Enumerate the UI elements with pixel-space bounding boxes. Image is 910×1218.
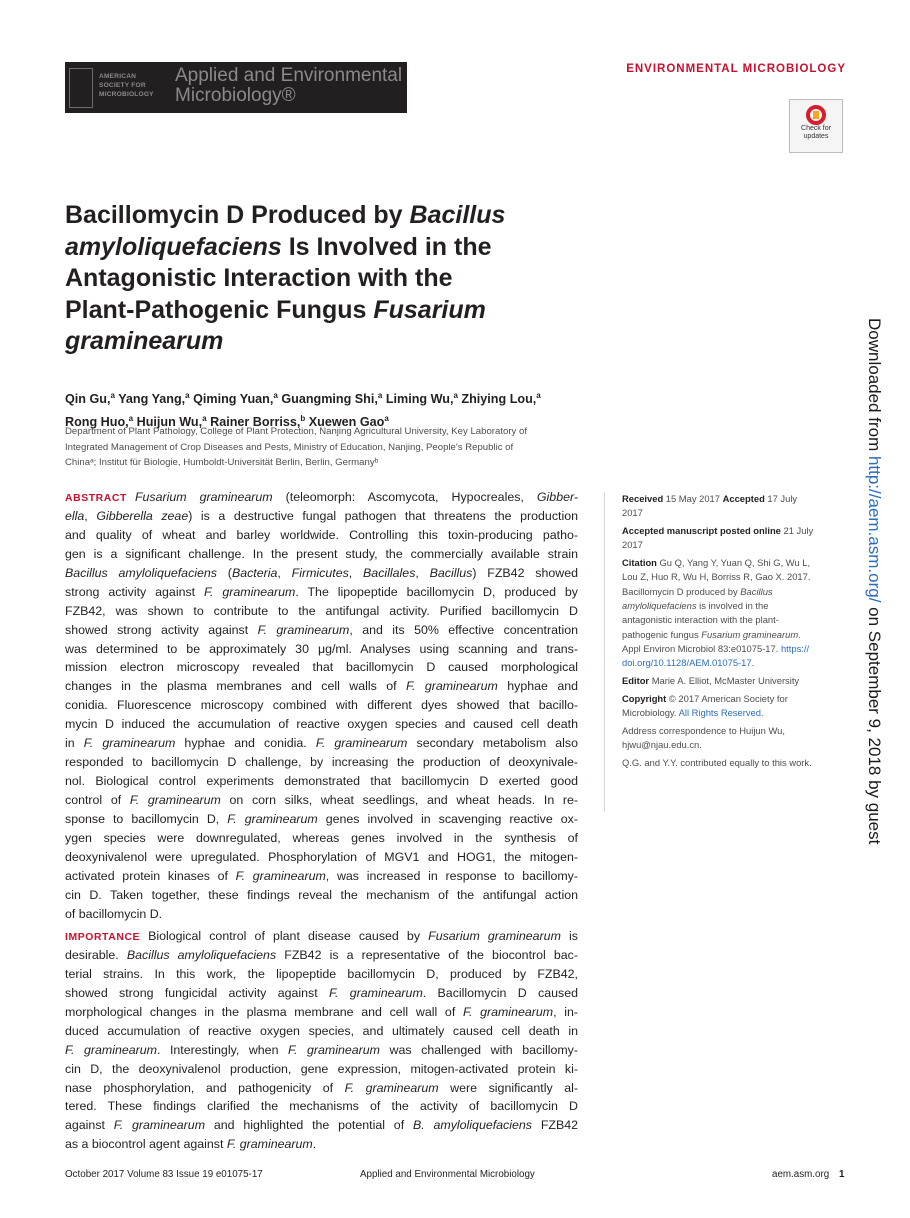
- footer-url[interactable]: aem.asm.org: [772, 1169, 830, 1180]
- check-for-updates-badge[interactable]: Check for updates: [789, 99, 843, 153]
- text-line: desirable. Bacillus amyloliquefaciens FZB42 is a representative of the biocontrol bac-: [65, 947, 578, 962]
- text-line: F. graminearum. Interestingly, when F. graminearum was challenged with bacillomy-: [65, 1042, 578, 1057]
- footer-journal: Applied and Environmental Microbiology: [360, 1169, 535, 1180]
- sidebar-equal: Q.G. and Y.Y. contributed equally to this work.: [622, 757, 812, 769]
- text-line: and quality of wheat and barley worldwide. Controlling this toxin-producing patho-: [65, 527, 578, 542]
- author-name: Qin Gu,: [65, 392, 111, 407]
- text-line: sponse to bacillomycin D, F. graminearum genes involved in scavenging reactive ox-: [65, 811, 578, 826]
- sidebar-correspondence: Address correspondence to Huijun Wu, hjwu@njau.edu.cn.: [622, 724, 785, 751]
- author-name: Rainer Borriss,: [206, 415, 301, 430]
- title-line: amyloliquefaciens Is Involved in the: [65, 232, 492, 261]
- text-line: conidia. Fluorescence microscopy combined with different dyes showed that bacillo-: [65, 698, 578, 713]
- author-line: Qin Gu,$^a$ Yang Yang,$^a$ Qiming Yuan,$^a$ Guangming Shi,$^a$ Liming Wu,$^a$ Zhiying Lou,$^a$: [65, 391, 541, 407]
- text-line: morphological changes in the plasma membrane and cell wall of F. graminearum, in-: [65, 1004, 578, 1019]
- text-line: FZB42, was shown to contribute to the antifungal activity. Purified bacillomycin D: [65, 603, 578, 618]
- abstract: [65, 488, 578, 924]
- text-line: showed strong fungicidal activity against F. graminearum. Bacillomycin D caused: [65, 985, 578, 1000]
- author-name: Qiming Yuan,: [189, 392, 274, 407]
- article-info-sidebar: [604, 492, 836, 812]
- section-heading: ABSTRACT: [65, 493, 127, 504]
- page-number: 1: [839, 1169, 845, 1180]
- sidebar-citation: Citation Gu Q, Yang Y, Yuan Q, Shi G, Wu L, Lou Z, Huo R, Wu H, Borriss R, Gao X. 2017. Bacillomycin D produced by Bacillus amyloliquefaciens is involved in the antagonistic interaction with the plant- pathogenic fungus Fusarium graminearum. Appl Environ Microbiol 83:e01075-17. https:// doi.org/10.1128/AEM.01075-17.: [622, 557, 811, 669]
- section-heading: IMPORTANCE: [65, 932, 141, 943]
- download-notice: Downloaded from http://aem.asm.org/ on September 9, 2018 by guest: [865, 318, 884, 845]
- sidebar-copyright: Copyright © 2017 American Society for Microbiology. All Rights Reserved.: [622, 692, 788, 719]
- text-line: showed strong activity against F. graminearum, and its 50% effective concentration: [65, 622, 578, 637]
- author-name: Yang Yang,: [114, 392, 186, 407]
- bookmark-icon: [806, 105, 826, 125]
- download-link[interactable]: http://aem.asm.org/: [865, 455, 884, 603]
- text-line: nase phosphorylation, and pathogenicity of F. graminearum were significantly al-: [65, 1080, 578, 1095]
- text-line: in F. graminearum hyphae and conidia. F. graminearum secondary metabolism also: [65, 736, 578, 751]
- text-line: was determined to be approximately 30 μg/ml. Analyses using scanning and trans-: [65, 641, 578, 656]
- title-line: Antagonistic Interaction with the: [65, 264, 453, 292]
- author-name: Zhiying Lou,: [457, 392, 537, 407]
- text-line: changes in the plasma membranes and cell walls of F. graminearum hyphae and: [65, 679, 578, 694]
- text-line: responded to bacillomycin D challenge, by increasing the production of deoxynivale-: [65, 755, 578, 770]
- text-line: ella, Gibberella zeae) is a destructive fungal pathogen that threatens the production: [65, 508, 578, 523]
- text-line: activated protein kinases of F. graminearum, was increased in response to bacillomy-: [65, 868, 578, 883]
- text-line: cin D. Taken together, these findings reveal the mechanism of the antifungal action: [65, 887, 578, 902]
- author-name: Liming Wu,: [382, 392, 454, 407]
- affiliations: Department of Plant Pathology, College of Plant Protection, Nanjing Agricultural University, Key Laboratory of Integrated Management of Crop Diseases and Pests, Ministry of Education, Nanjing, People's Republic of Chinaᵃ; Institut für Biologie, Humboldt-Universität Berlin, Berlin, Germanyᵇ: [65, 426, 527, 468]
- section-label: ENVIRONMENTAL MICROBIOLOGY: [626, 63, 846, 75]
- text-line: mission electron microscopy revealed that bacillomycin D caused morphological: [65, 660, 578, 675]
- journal-logo: [65, 62, 407, 113]
- title-line: graminearum: [65, 327, 224, 355]
- title-line: Bacillomycin D Produced by Bacillus: [65, 201, 506, 229]
- text-line: mycin D induced the accumulation of reactive oxygen species and caused cell death: [65, 717, 578, 732]
- society-name: AMERICAN SOCIETY FOR MICROBIOLOGY: [99, 73, 154, 98]
- text-line: control of F. graminearum on corn silks, wheat seedlings, and wheat heads. In re-: [65, 793, 578, 807]
- sidebar-received: Received 15 May 2017 Accepted 17 July 2017: [622, 493, 798, 519]
- author-name: Huijun Wu,: [133, 415, 203, 430]
- author-name: Rong Huo,: [65, 415, 129, 430]
- text-line: strong activity against F. graminearum. The lipopeptide bacillomycin D, produced by: [65, 584, 578, 599]
- text-line: of bacillomycin D.: [65, 906, 163, 921]
- text-line: nol. Biological control experiments demonstrated that bacillomycin D exerted good: [65, 774, 578, 789]
- text-line: IMPORTANCE Biological control of plant disease caused by Fusarium graminearum is: [65, 929, 578, 943]
- text-line: deoxynivalenol were upregulated. Phosphorylation of MGV1 and HOG1, the mitogen-: [65, 849, 578, 864]
- text-line: tered. These findings clarified the mechanisms of the activity of bacillomycin D: [65, 1099, 578, 1114]
- text-line: against F. graminearum and highlighted the potential of B. amyloliquefaciens FZB42: [65, 1118, 578, 1133]
- society-seal-icon: [69, 68, 93, 108]
- text-line: gen is a significant challenge. In the present study, the commercially available strain: [65, 546, 578, 561]
- text-line: terial strains. In this work, the lipopeptide bacillomycin D, produced by FZB42,: [65, 966, 578, 981]
- article-title: [65, 200, 585, 358]
- text-line: as a biocontrol agent against F. graminearum.: [65, 1137, 317, 1152]
- author-line: Rong Huo,$^a$ Huijun Wu,$^a$ Rainer Borriss,$^b$ Xuewen Gao$^a$: [65, 414, 389, 430]
- text-line: ygen species were downregulated, whereas genes involved in the synthesis of: [65, 830, 578, 845]
- footer-issue-info: October 2017 Volume 83 Issue 19 e01075-17: [65, 1169, 263, 1180]
- text-line: duced accumulation of reactive oxygen species, and ultimately caused cell death in: [65, 1023, 578, 1038]
- sidebar-editor: Editor Marie A. Elliot, McMaster University: [622, 675, 800, 687]
- sidebar-accepted-manuscript: Accepted manuscript posted online 21 July 2017: [622, 525, 814, 551]
- journal-name: Applied and Environmental Microbiology®: [175, 65, 403, 106]
- title-line: Plant-Pathogenic Fungus Fusarium: [65, 295, 486, 324]
- author-name: Xuewen Gao: [305, 415, 385, 430]
- text-line: cin D, the deoxynivalenol production, gene expression, mitogen-activated protein ki-: [65, 1061, 578, 1076]
- text-line: ABSTRACT Fusarium graminearum (teleomorph: Ascomycota, Hypocreales, Gibber-: [65, 490, 578, 504]
- importance: [65, 927, 578, 1154]
- author-name: Guangming Shi,: [277, 392, 378, 407]
- text-line: Bacillus amyloliquefaciens (Bacteria, Firmicutes, Bacillales, Bacillus) FZB42 showed: [65, 565, 578, 580]
